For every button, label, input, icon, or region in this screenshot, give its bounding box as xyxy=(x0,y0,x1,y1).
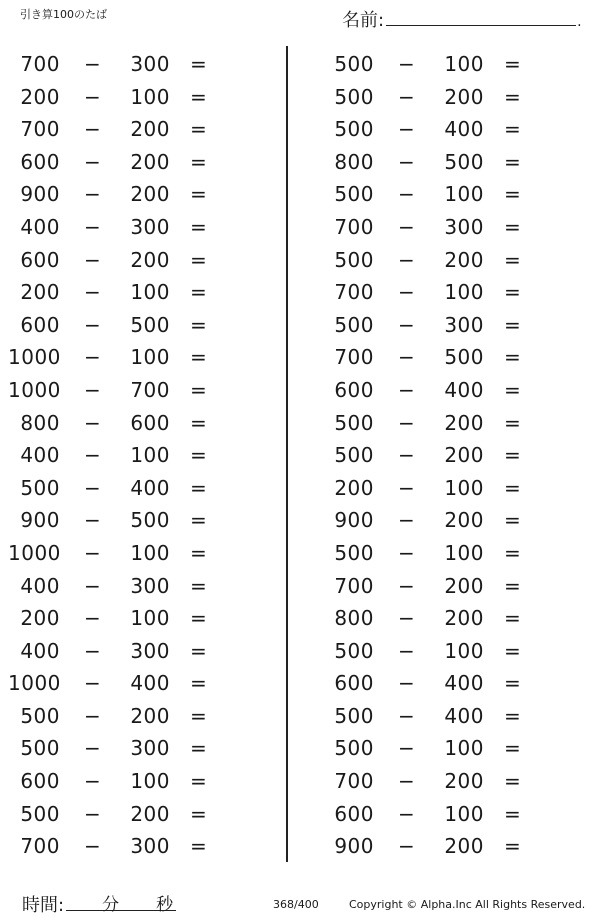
subtrahend: 300 xyxy=(444,312,484,337)
subtrahend: 100 xyxy=(444,736,484,761)
minuend: 400 xyxy=(20,443,60,468)
equals-sign: = xyxy=(190,377,207,402)
problem-row xyxy=(8,276,268,309)
equals-sign: = xyxy=(504,182,521,207)
equals-sign: = xyxy=(504,410,521,435)
problem-row xyxy=(322,146,582,179)
minuend: 600 xyxy=(334,377,374,402)
equals-sign: = xyxy=(504,671,521,696)
problem-row xyxy=(8,570,268,603)
problem-row xyxy=(8,504,268,537)
equals-sign: = xyxy=(190,508,207,533)
equals-sign: = xyxy=(190,769,207,794)
minus-sign: − xyxy=(84,377,101,402)
minus-sign: − xyxy=(84,52,101,76)
minuend: 400 xyxy=(20,214,60,239)
equals-sign: = xyxy=(190,149,207,174)
problem-row xyxy=(8,309,268,342)
minus-sign: − xyxy=(84,247,101,272)
equals-sign: = xyxy=(190,606,207,631)
subtrahend: 400 xyxy=(444,703,484,728)
minuend: 500 xyxy=(334,638,374,663)
minuend: 500 xyxy=(334,410,374,435)
minus-sign: − xyxy=(398,606,415,631)
problem-row xyxy=(322,472,582,505)
minus-sign: − xyxy=(84,280,101,305)
minuend: 700 xyxy=(334,280,374,305)
subtrahend: 300 xyxy=(130,52,170,76)
subtrahend: 400 xyxy=(444,671,484,696)
problem-row xyxy=(8,48,268,81)
minus-sign: − xyxy=(398,52,415,76)
equals-sign: = xyxy=(190,280,207,305)
minus-sign: − xyxy=(84,475,101,500)
problem-row xyxy=(8,798,268,831)
subtrahend: 200 xyxy=(444,508,484,533)
problem-row xyxy=(322,504,582,537)
problem-row xyxy=(322,374,582,407)
equals-sign: = xyxy=(504,345,521,370)
problem-row xyxy=(322,570,582,603)
minuend: 700 xyxy=(20,834,60,859)
left-problem-column xyxy=(8,48,268,863)
equals-sign: = xyxy=(190,443,207,468)
minuend: 600 xyxy=(20,149,60,174)
minuend: 500 xyxy=(20,801,60,826)
minuend: 700 xyxy=(334,573,374,598)
minus-sign: − xyxy=(398,410,415,435)
equals-sign: = xyxy=(190,410,207,435)
equals-sign: = xyxy=(190,638,207,663)
equals-sign: = xyxy=(504,769,521,794)
subtrahend: 200 xyxy=(444,769,484,794)
subtrahend: 100 xyxy=(130,345,170,370)
problem-row xyxy=(8,113,268,146)
equals-sign: = xyxy=(504,117,521,142)
minus-sign: − xyxy=(398,834,415,859)
problem-row xyxy=(8,146,268,179)
minus-sign: − xyxy=(398,769,415,794)
time-blank-line xyxy=(66,890,176,915)
problem-row xyxy=(322,830,582,863)
minus-sign: − xyxy=(398,703,415,728)
problem-row xyxy=(322,178,582,211)
minuend: 400 xyxy=(20,573,60,598)
subtrahend: 200 xyxy=(444,834,484,859)
minuend: 800 xyxy=(20,410,60,435)
minuend: 400 xyxy=(20,638,60,663)
subtrahend: 400 xyxy=(444,117,484,142)
subtrahend: 300 xyxy=(130,573,170,598)
equals-sign: = xyxy=(190,671,207,696)
subtrahend: 700 xyxy=(130,377,170,402)
problem-row xyxy=(8,178,268,211)
minuend: 800 xyxy=(334,606,374,631)
minus-sign: − xyxy=(398,736,415,761)
minuend: 900 xyxy=(20,508,60,533)
minuend: 500 xyxy=(334,247,374,272)
subtrahend: 100 xyxy=(130,540,170,565)
minus-sign: − xyxy=(398,247,415,272)
problem-row xyxy=(8,244,268,277)
minus-sign: − xyxy=(398,475,415,500)
minuend: 500 xyxy=(20,736,60,761)
equals-sign: = xyxy=(504,84,521,109)
minuend: 500 xyxy=(20,703,60,728)
problem-row xyxy=(322,81,582,114)
minuend: 500 xyxy=(334,736,374,761)
copyright-notice: Copyright © Alpha.Inc All Rights Reserved. xyxy=(349,898,586,911)
equals-sign: = xyxy=(190,703,207,728)
subtrahend: 200 xyxy=(130,247,170,272)
minuend: 900 xyxy=(20,182,60,207)
minus-sign: − xyxy=(398,84,415,109)
problem-row xyxy=(8,374,268,407)
problem-row xyxy=(8,667,268,700)
minus-sign: − xyxy=(84,345,101,370)
subtrahend: 300 xyxy=(130,638,170,663)
equals-sign: = xyxy=(504,606,521,631)
minuend: 700 xyxy=(334,345,374,370)
minus-sign: − xyxy=(398,638,415,663)
minuend: 500 xyxy=(334,703,374,728)
subtrahend: 400 xyxy=(444,377,484,402)
time-field xyxy=(22,890,176,917)
equals-sign: = xyxy=(190,247,207,272)
problem-row xyxy=(8,472,268,505)
subtrahend: 600 xyxy=(130,410,170,435)
minuend: 1000 xyxy=(8,345,61,370)
problem-row xyxy=(322,309,582,342)
subtrahend: 100 xyxy=(130,443,170,468)
equals-sign: = xyxy=(190,475,207,500)
minutes-label: 分 xyxy=(102,895,120,915)
minuend: 700 xyxy=(334,214,374,239)
minus-sign: − xyxy=(398,377,415,402)
minus-sign: − xyxy=(84,312,101,337)
problem-row xyxy=(8,765,268,798)
minuend: 200 xyxy=(334,475,374,500)
problem-row xyxy=(8,211,268,244)
minus-sign: − xyxy=(84,671,101,696)
name-field xyxy=(342,6,582,32)
subtrahend: 500 xyxy=(444,149,484,174)
minus-sign: − xyxy=(84,508,101,533)
right-problem-column xyxy=(322,48,582,863)
minus-sign: − xyxy=(398,573,415,598)
equals-sign: = xyxy=(190,214,207,239)
subtrahend: 200 xyxy=(444,84,484,109)
problem-row xyxy=(322,407,582,440)
problem-row xyxy=(8,81,268,114)
equals-sign: = xyxy=(504,214,521,239)
subtrahend: 300 xyxy=(130,214,170,239)
subtrahend: 100 xyxy=(130,84,170,109)
minus-sign: − xyxy=(398,345,415,370)
equals-sign: = xyxy=(190,182,207,207)
subtrahend: 200 xyxy=(130,182,170,207)
minus-sign: − xyxy=(84,117,101,142)
subtrahend: 200 xyxy=(444,606,484,631)
equals-sign: = xyxy=(190,312,207,337)
subtrahend: 100 xyxy=(130,606,170,631)
name-blank-line xyxy=(386,7,576,26)
equals-sign: = xyxy=(504,508,521,533)
minuend: 900 xyxy=(334,508,374,533)
subtrahend: 100 xyxy=(444,801,484,826)
minus-sign: − xyxy=(398,443,415,468)
problem-row xyxy=(8,407,268,440)
equals-sign: = xyxy=(504,443,521,468)
minus-sign: − xyxy=(84,214,101,239)
worksheet-title: 引き算100のたば xyxy=(20,8,107,21)
minuend: 700 xyxy=(334,769,374,794)
minus-sign: − xyxy=(398,280,415,305)
equals-sign: = xyxy=(190,84,207,109)
equals-sign: = xyxy=(190,540,207,565)
minuend: 500 xyxy=(334,84,374,109)
equals-sign: = xyxy=(504,573,521,598)
minuend: 800 xyxy=(334,149,374,174)
minus-sign: − xyxy=(84,149,101,174)
problem-row xyxy=(322,798,582,831)
subtrahend: 100 xyxy=(444,540,484,565)
minus-sign: − xyxy=(84,182,101,207)
subtrahend: 100 xyxy=(444,52,484,76)
equals-sign: = xyxy=(504,52,521,76)
subtrahend: 100 xyxy=(444,280,484,305)
problem-row xyxy=(322,765,582,798)
problem-row xyxy=(322,439,582,472)
name-end-dot: . xyxy=(577,14,582,30)
problem-row xyxy=(322,732,582,765)
equals-sign: = xyxy=(190,834,207,859)
problem-row xyxy=(8,732,268,765)
subtrahend: 200 xyxy=(444,573,484,598)
minuend: 600 xyxy=(334,671,374,696)
subtrahend: 200 xyxy=(444,247,484,272)
equals-sign: = xyxy=(190,573,207,598)
minus-sign: − xyxy=(84,606,101,631)
problem-row xyxy=(322,48,582,81)
minuend: 200 xyxy=(20,280,60,305)
equals-sign: = xyxy=(504,312,521,337)
minus-sign: − xyxy=(398,149,415,174)
equals-sign: = xyxy=(190,117,207,142)
name-label: 名前: xyxy=(342,10,385,31)
minuend: 600 xyxy=(20,247,60,272)
minuend: 900 xyxy=(334,834,374,859)
equals-sign: = xyxy=(190,736,207,761)
minuend: 200 xyxy=(20,606,60,631)
minus-sign: − xyxy=(398,117,415,142)
problem-row xyxy=(8,537,268,570)
subtrahend: 100 xyxy=(444,638,484,663)
equals-sign: = xyxy=(504,377,521,402)
equals-sign: = xyxy=(504,149,521,174)
minus-sign: − xyxy=(398,508,415,533)
minus-sign: − xyxy=(84,443,101,468)
problem-row xyxy=(322,537,582,570)
problem-row xyxy=(8,439,268,472)
equals-sign: = xyxy=(190,52,207,76)
problem-row xyxy=(322,244,582,277)
subtrahend: 300 xyxy=(130,736,170,761)
minuend: 700 xyxy=(20,52,60,76)
problem-row xyxy=(322,635,582,668)
problem-row xyxy=(8,700,268,733)
equals-sign: = xyxy=(190,801,207,826)
problem-row xyxy=(322,113,582,146)
minuend: 700 xyxy=(20,117,60,142)
minuend: 600 xyxy=(334,801,374,826)
minus-sign: − xyxy=(84,736,101,761)
seconds-label: 秒 xyxy=(156,895,174,915)
problem-row xyxy=(8,341,268,374)
problem-row xyxy=(322,667,582,700)
problem-row xyxy=(8,830,268,863)
equals-sign: = xyxy=(504,247,521,272)
minus-sign: − xyxy=(84,410,101,435)
minus-sign: − xyxy=(398,540,415,565)
minus-sign: − xyxy=(84,834,101,859)
minus-sign: − xyxy=(398,182,415,207)
minuend: 200 xyxy=(20,84,60,109)
problem-row xyxy=(322,211,582,244)
time-label: 時間: xyxy=(22,895,65,916)
equals-sign: = xyxy=(504,736,521,761)
minuend: 500 xyxy=(334,182,374,207)
minuend: 1000 xyxy=(8,540,61,565)
subtrahend: 100 xyxy=(130,280,170,305)
equals-sign: = xyxy=(504,638,521,663)
subtrahend: 500 xyxy=(130,312,170,337)
minuend: 600 xyxy=(20,312,60,337)
minus-sign: − xyxy=(84,703,101,728)
minus-sign: − xyxy=(398,214,415,239)
minus-sign: − xyxy=(84,801,101,826)
subtrahend: 100 xyxy=(130,769,170,794)
subtrahend: 200 xyxy=(130,149,170,174)
subtrahend: 100 xyxy=(444,475,484,500)
minuend: 500 xyxy=(20,475,60,500)
equals-sign: = xyxy=(504,834,521,859)
problem-row xyxy=(322,602,582,635)
subtrahend: 300 xyxy=(444,214,484,239)
minus-sign: − xyxy=(84,769,101,794)
subtrahend: 200 xyxy=(130,117,170,142)
minus-sign: − xyxy=(398,801,415,826)
problem-row xyxy=(322,341,582,374)
minus-sign: − xyxy=(84,84,101,109)
minuend: 500 xyxy=(334,117,374,142)
minus-sign: − xyxy=(84,638,101,663)
equals-sign: = xyxy=(190,345,207,370)
minuend: 1000 xyxy=(8,671,61,696)
problem-row xyxy=(322,276,582,309)
equals-sign: = xyxy=(504,280,521,305)
minuend: 600 xyxy=(20,769,60,794)
page-number: 368/400 xyxy=(273,898,319,911)
equals-sign: = xyxy=(504,475,521,500)
equals-sign: = xyxy=(504,540,521,565)
problem-row xyxy=(322,700,582,733)
subtrahend: 400 xyxy=(130,671,170,696)
minuend: 500 xyxy=(334,312,374,337)
subtrahend: 200 xyxy=(130,703,170,728)
problem-row xyxy=(8,635,268,668)
subtrahend: 500 xyxy=(444,345,484,370)
minuend: 500 xyxy=(334,540,374,565)
subtrahend: 200 xyxy=(444,410,484,435)
subtrahend: 400 xyxy=(130,475,170,500)
subtrahend: 100 xyxy=(444,182,484,207)
subtrahend: 200 xyxy=(130,801,170,826)
minus-sign: − xyxy=(84,573,101,598)
equals-sign: = xyxy=(504,801,521,826)
minus-sign: − xyxy=(398,312,415,337)
minus-sign: − xyxy=(84,540,101,565)
equals-sign: = xyxy=(504,703,521,728)
problem-row xyxy=(8,602,268,635)
minus-sign: − xyxy=(398,671,415,696)
subtrahend: 500 xyxy=(130,508,170,533)
minuend: 500 xyxy=(334,52,374,76)
minuend: 500 xyxy=(334,443,374,468)
subtrahend: 300 xyxy=(130,834,170,859)
column-divider xyxy=(286,46,288,862)
subtrahend: 200 xyxy=(444,443,484,468)
minuend: 1000 xyxy=(8,377,61,402)
